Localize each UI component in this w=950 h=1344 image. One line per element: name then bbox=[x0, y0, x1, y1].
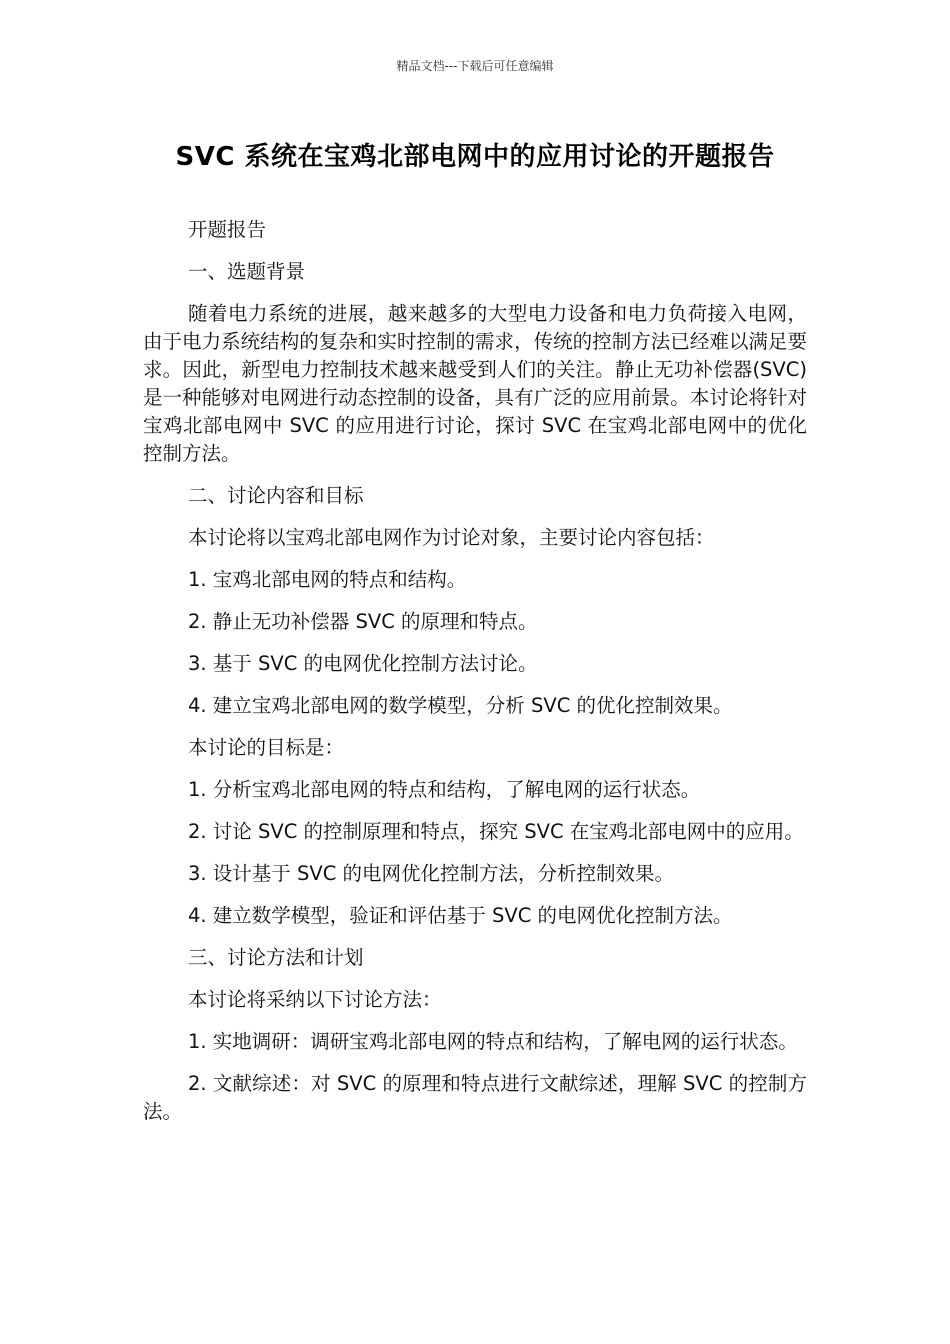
document-body bbox=[143, 216, 807, 1140]
header-note: 精品文档---下载后可任意编辑 bbox=[396, 59, 554, 73]
list-item: 2. 静止无功补偿器 SVC 的原理和特点。 bbox=[188, 610, 538, 633]
list-item: 3. 设计基于 SVC 的电网优化控制方法，分析控制效果。 bbox=[188, 862, 675, 885]
list-item: 4. 建立宝鸡北部电网的数学模型，分析 SVC 的优化控制效果。 bbox=[188, 694, 733, 717]
paragraph: 本讨论的目标是： bbox=[188, 736, 345, 759]
section-label: 开题报告 bbox=[188, 218, 267, 241]
list-item: 1. 实地调研：调研宝鸡北部电网的特点和结构，了解电网的运行状态。 bbox=[188, 1030, 798, 1053]
list-item: 3. 基于 SVC 的电网优化控制方法讨论。 bbox=[188, 652, 538, 675]
list-item: 2. 文献综述：对 SVC 的原理和特点进行文献综述，理解 SVC 的控制方法。 bbox=[143, 1072, 807, 1123]
paragraph: 随着电力系统的进展，越来越多的大型电力设备和电力负荷接入电网，由于电力系统结构的复杂和实时控制的需求，传统的控制方法已经难以满足要求。因此，新型电力控制技术越来越受到人们的关注。静止无功补偿器(SVC)是一种能够对电网进行动态控制的设备，具有广泛的应用前景。本讨论将针对宝鸡北部电网中 SVC 的应用进行讨论，探讨 SVC 在宝鸡北部电网中的优化控制方法。 bbox=[143, 302, 807, 465]
section-heading: 三、讨论方法和计划 bbox=[188, 946, 364, 969]
list-item: 2. 讨论 SVC 的控制原理和特点，探究 SVC 在宝鸡北部电网中的应用。 bbox=[188, 820, 804, 843]
paragraph: 本讨论将以宝鸡北部电网作为讨论对象，主要讨论内容包括： bbox=[188, 526, 715, 549]
list-item: 1. 分析宝鸡北部电网的特点和结构，了解电网的运行状态。 bbox=[188, 778, 701, 801]
paragraph: 本讨论将采纳以下讨论方法： bbox=[188, 988, 442, 1011]
section-heading: 一、选题背景 bbox=[188, 260, 306, 283]
list-item: 4. 建立数学模型，验证和评估基于 SVC 的电网优化控制方法。 bbox=[188, 904, 733, 927]
document-title: SVC 系统在宝鸡北部电网中的应用讨论的开题报告 bbox=[175, 142, 775, 172]
list-item: 1. 宝鸡北部电网的特点和结构。 bbox=[188, 568, 467, 591]
section-heading: 二、讨论内容和目标 bbox=[188, 484, 364, 507]
